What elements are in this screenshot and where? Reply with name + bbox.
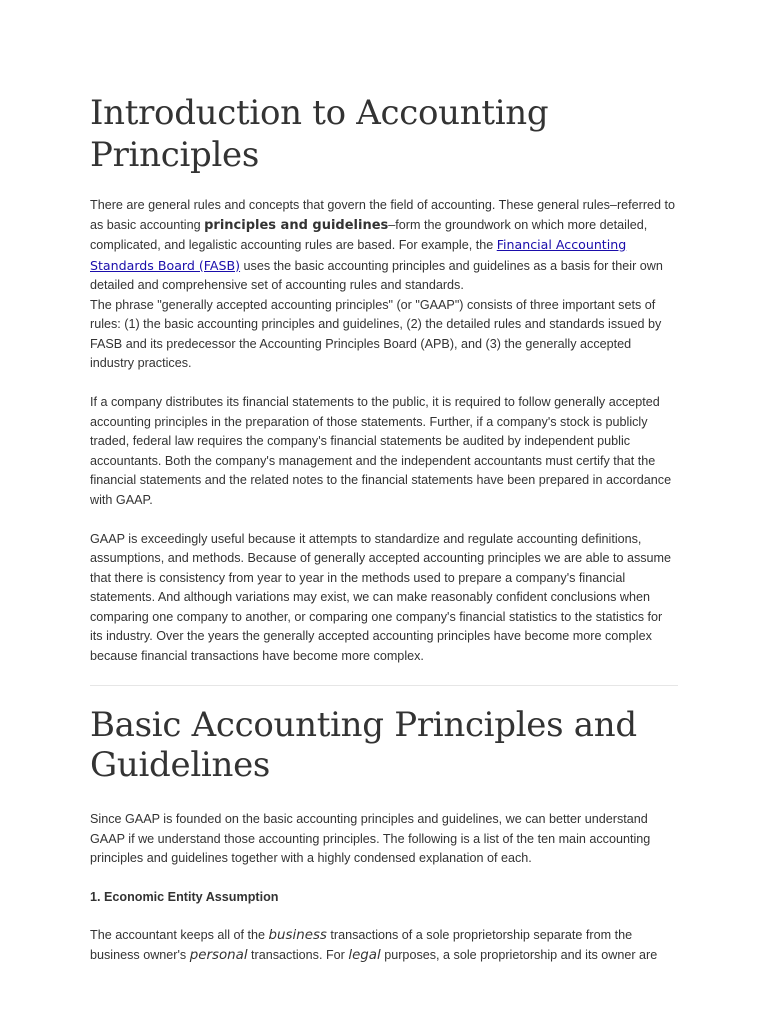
section-paragraph-1: Since GAAP is founded on the basic accounting principles and guidelines, we can better understand GAAP if we understand those accounting principles. The following is a list of the ten main accounting principles and guidelines together with a highly condensed explanation of each. <box>90 812 651 865</box>
emphasis-personal: personal <box>189 947 248 963</box>
section-paragraph-2 <box>90 926 678 965</box>
intro-text-1b: –form the groundwork on which more detailed, complicated, and legalistic accounting rules are based. For example, the <box>90 217 648 252</box>
intro-text-1a: There are general rules and concepts that govern the field of accounting. These general rules–referred to as basic accounting <box>90 198 676 232</box>
section-text-2c: transactions. For <box>247 947 349 962</box>
emphasis-business: business <box>268 928 327 943</box>
intro-text-1c: uses the basic accounting principles and guidelines as a basis for their own detailed and comprehensive set of accounting rules and standards. <box>90 258 663 292</box>
section-divider <box>90 685 678 686</box>
section-text-2d: purposes, a sole proprietorship and its owner are <box>380 947 658 962</box>
intro-strong-term: principles and guidelines <box>204 217 389 233</box>
page-title: Introduction to Accounting Principles <box>90 93 549 175</box>
intro-paragraph-3: If a company distributes its financial statements to the public, it is required to follow generally accepted accounting principles in the preparation of those statements. Further, if a company's stock is publicly traded, federal law requires the company's financial statements be audited by independent public accountants. Both the company's management and the independent accountants must certify that the financial statements and the related notes to the financial statements have been prepared in accordance with GAAP. <box>90 395 672 507</box>
section-text-2b: transactions of a sole proprietorship separate from the business owner's <box>90 928 633 962</box>
section-title: Basic Accounting Principles and Guidelines <box>90 705 637 785</box>
principle-heading: 1. Economic Entity Assumption <box>90 889 279 904</box>
section-text-2a: The accountant keeps all of the <box>90 928 269 942</box>
intro-paragraph-2: The phrase "generally accepted accounting principles" (or "GAAP") consists of three important sets of rules: (1) the basic accounting principles and guidelines, (2) the detailed rules and standards issued by FASB and its predecessor the Accounting Principles Board (APB), and (3) the generally accepted industry practices. <box>90 297 662 370</box>
fasb-link[interactable]: Financial Accounting Standards Board (FASB) <box>90 237 627 273</box>
emphasis-legal: legal <box>348 947 381 963</box>
intro-paragraph-4: GAAP is exceedingly useful because it attempts to standardize and regulate accounting definitions, assumptions, and methods. Because of generally accepted accounting principles we are able to assume that there is consistency from year to year in the methods used to prepare a company's financial statements. And although variations may exist, we can make reasonably confident conclusions when comparing one company to another, or comparing one company's financial statistics to the statistics for its industry. Over the years the generally accepted accounting principles have become more complex because financial transactions have become more complex. <box>90 531 672 663</box>
intro-paragraph-1 <box>90 196 678 296</box>
